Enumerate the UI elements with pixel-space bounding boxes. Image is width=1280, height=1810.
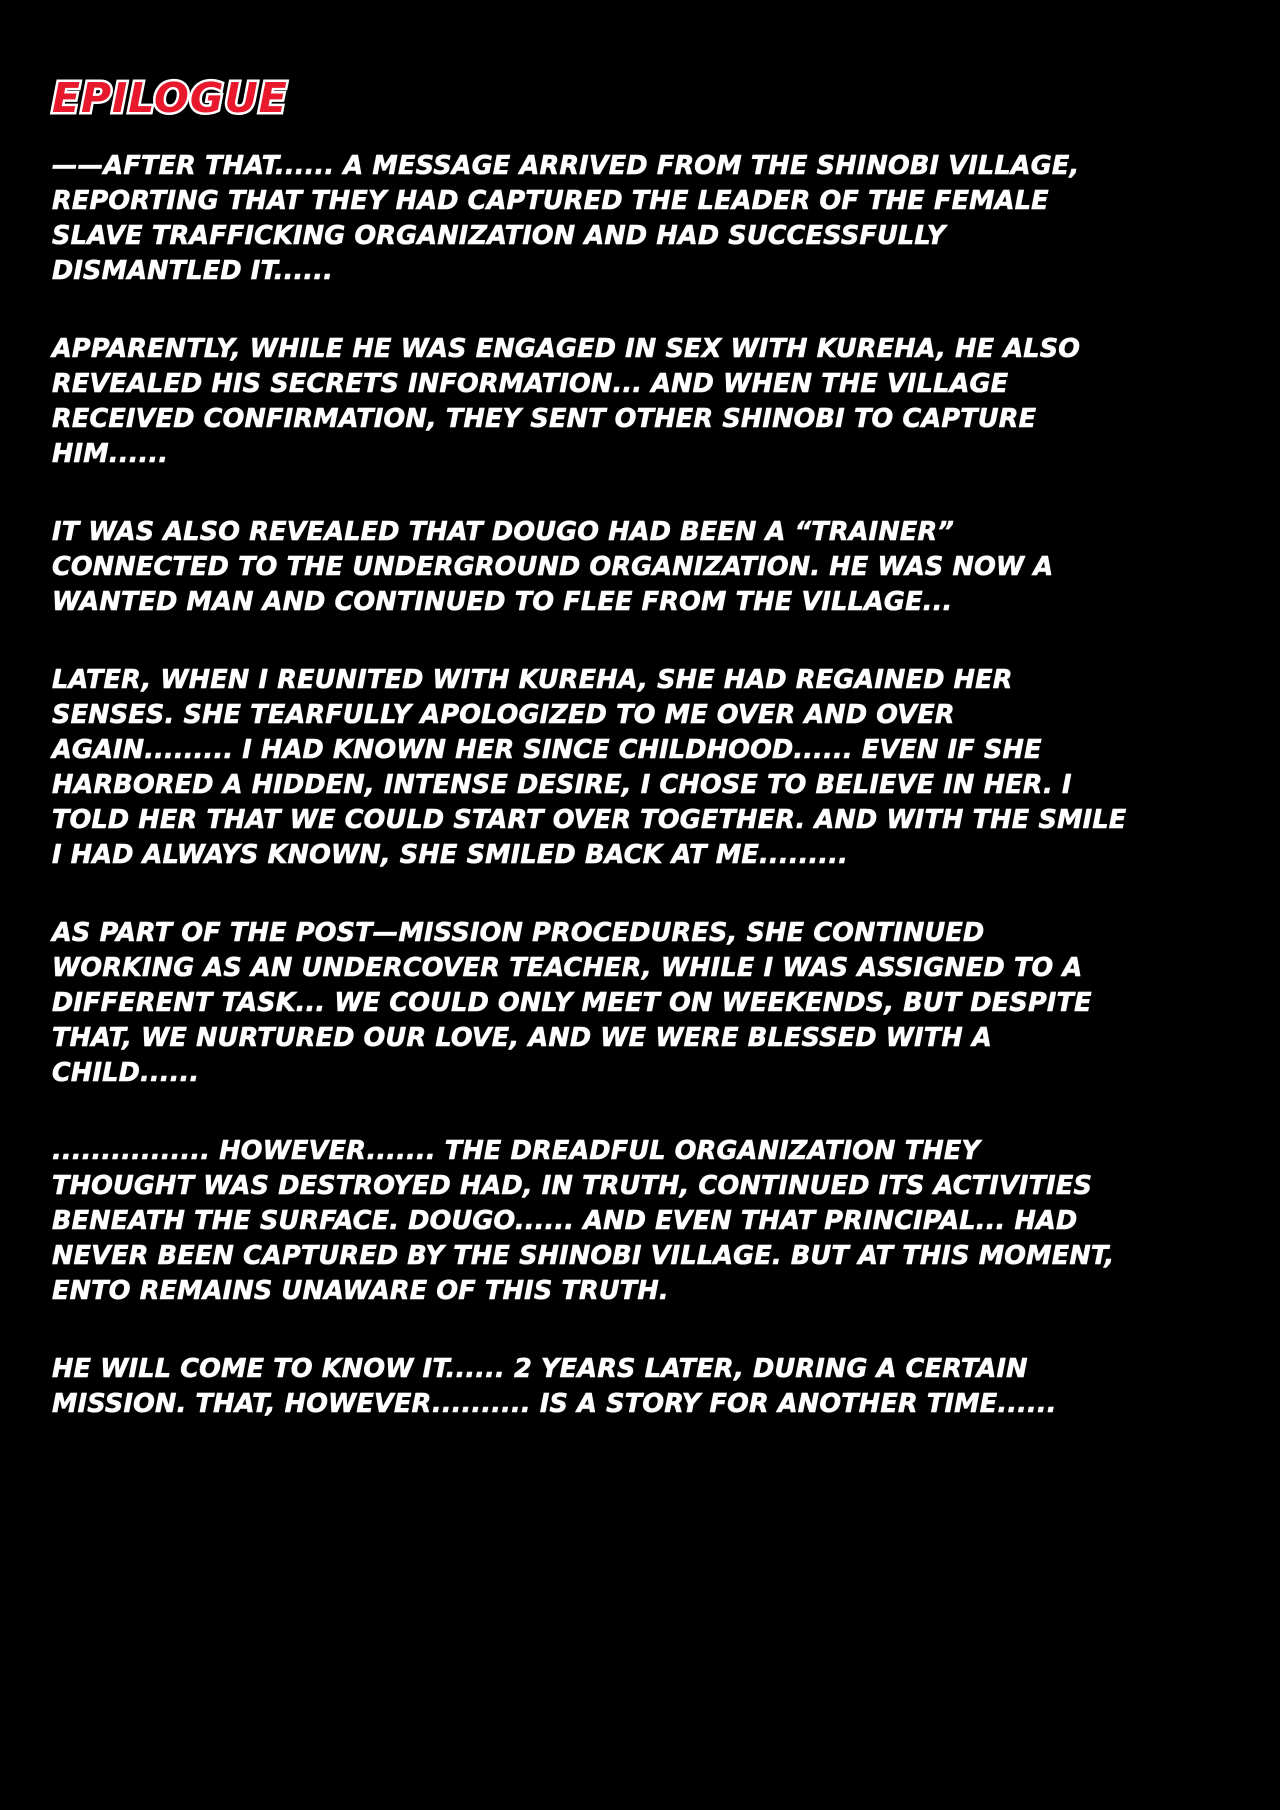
page-title: EPILOGUE — [52, 74, 288, 122]
paragraph-7: HE WILL COME TO KNOW IT...... 2 YEARS LATER, DURING A CERTAIN MISSION. THAT, HOWEVER.......... IS A STORY FOR ANOTHER TIME...... — [52, 1354, 1057, 1419]
paragraph-2: APPARENTLY, WHILE HE WAS ENGAGED IN SEX WITH KUREHA, HE ALSO REVEALED HIS SECRETS INFORMATION... AND WHEN THE VILLAGE RECEIVED CONFIRMATION, THEY SENT OTHER SHINOBI TO CAPTURE HIM...... — [52, 334, 1081, 469]
paragraph-1: ——AFTER THAT...... A MESSAGE ARRIVED FROM THE SHINOBI VILLAGE, REPORTING THAT THEY HAD CAPTURED THE LEADER OF THE FEMALE SLAVE TRAFFICKING ORGANIZATION AND HAD SUCCESSFULLY DISMANTLED IT...... — [52, 151, 1080, 286]
epilogue-body — [52, 149, 1127, 1422]
paragraph-6: ................ HOWEVER....... THE DREADFUL ORGANIZATION THEY THOUGHT WAS DESTROYED HAD, IN TRUTH, CONTINUED ITS ACTIVITIES BENEATH THE SURFACE. DOUGO...... AND EVEN THAT PRINCIPAL... HAD NEVER BEEN CAPTURED BY THE SHINOBI VILLAGE. BUT AT THIS MOMENT, ENTO REMAINS UNAWARE OF THIS TRUTH. — [52, 1136, 1115, 1306]
paragraph-3: IT WAS ALSO REVEALED THAT DOUGO HAD BEEN A “TRAINER” CONNECTED TO THE UNDERGROUND ORGANIZATION. HE WAS NOW A WANTED MAN AND CONTINUED TO FLEE FROM THE VILLAGE... — [52, 517, 1054, 617]
paragraph-5: AS PART OF THE POST—MISSION PROCEDURES, SHE CONTINUED WORKING AS AN UNDERCOVER TEACHER, WHILE I WAS ASSIGNED TO A DIFFERENT TASK... WE COULD ONLY MEET ON WEEKENDS, BUT DESPITE THAT, WE NURTURED OUR LOVE, AND WE WERE BLESSED WITH A CHILD...... — [52, 918, 1092, 1088]
paragraph-4: LATER, WHEN I REUNITED WITH KUREHA, SHE HAD REGAINED HER SENSES. SHE TEARFULLY APOLOGIZED TO ME OVER AND OVER AGAIN......... I HAD KNOWN HER SINCE CHILDHOOD...... EVEN IF SHE HARBORED A HIDDEN, INTENSE DESIRE, I CHOSE TO BELIEVE IN HER. I TOLD HER THAT WE COULD START OVER TOGETHER. AND WITH THE SMILE I HAD ALWAYS KNOWN, SHE SMILED BACK AT ME......... — [52, 665, 1127, 870]
